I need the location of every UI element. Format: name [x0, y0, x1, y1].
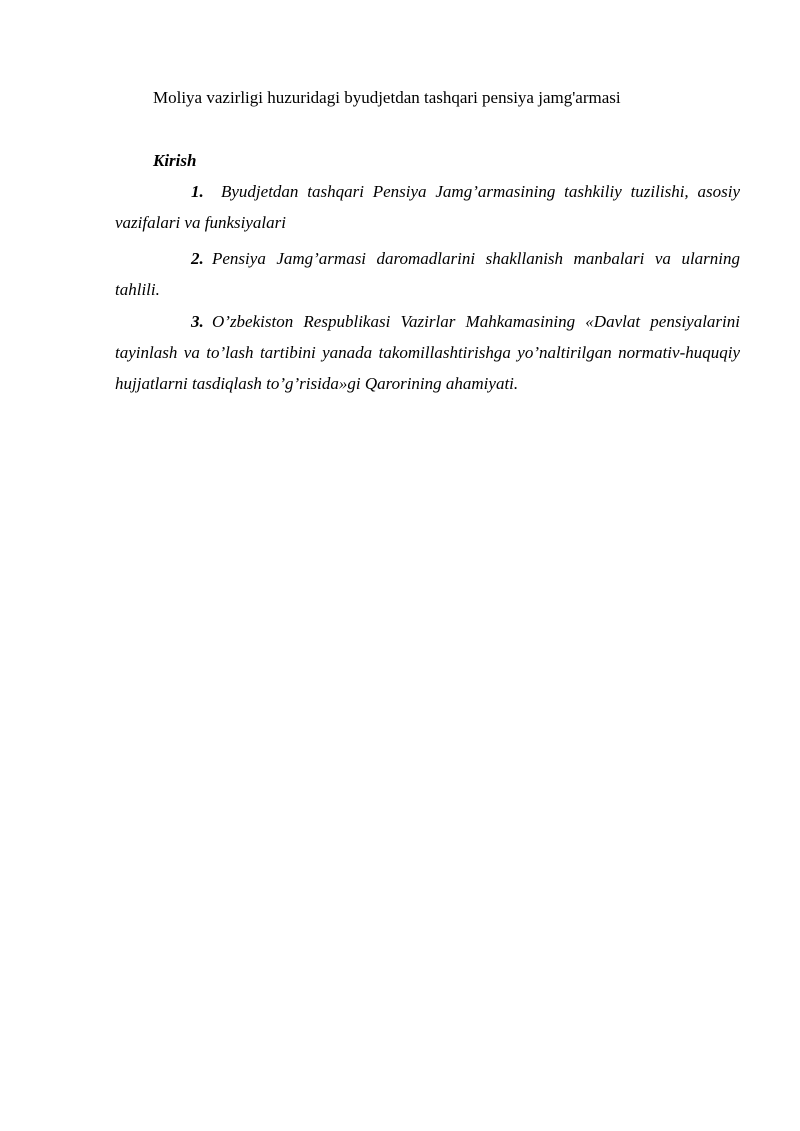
list-item	[115, 306, 740, 399]
document-title: Moliya vazirligi huzuridagi byudjetdan tashqari pensiya jamg'armasi	[153, 88, 621, 107]
section-heading: Kirish	[153, 151, 197, 170]
list-item	[115, 243, 740, 305]
list-item-text: O’zbekiston Respublikasi Vazirlar Mahkamasining «Davlat pensiyalarini tayinlash va to’lash tartibini yanada takomillashtirishga yo’naltirilgan normativ-huquqiy hujjatlarni tasdiqlash to’g’risida»gi Qarorining ahamiyati.	[115, 312, 740, 393]
list-item	[115, 176, 740, 238]
list-item-text: Byudjetdan tashqari Pensiya Jamg’armasining tashkiliy tuzilishi, asosiy vazifalari va funksiyalari	[115, 182, 740, 232]
list-item-number: 3.	[191, 312, 204, 331]
list-item-number: 2.	[191, 249, 204, 268]
list-item-number: 1.	[191, 182, 204, 201]
list-item-text: Pensiya Jamg’armasi daromadlarini shakllanish manbalari va ularning tahlili.	[115, 249, 740, 299]
